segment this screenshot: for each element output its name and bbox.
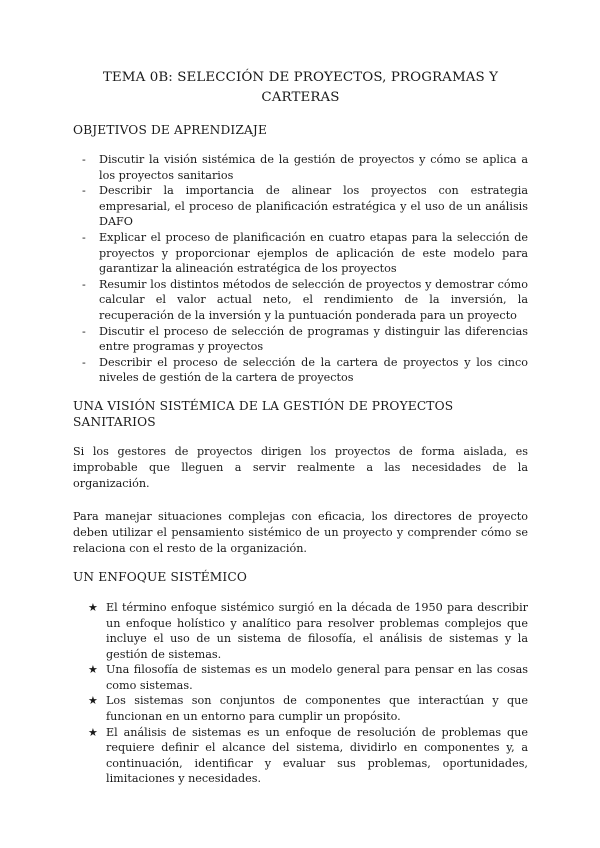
objectives-heading: OBJETIVOS DE APRENDIZAJE [73, 123, 267, 137]
systemic-approach-heading: UN ENFOQUE SISTÉMICO [73, 569, 247, 584]
list-item-text: Explicar el proceso de planificación en cuatro etapas para la selección de proyectos y proporcionar ejemplos de aplicación de este modelo para garantizar la alineación estratégica de los proyectos [99, 230, 528, 276]
dash-bullet: - [82, 184, 86, 198]
dash-bullet: - [82, 230, 86, 244]
list-item-text: El análisis de sistemas es un enfoque de resolución de problemas que requiere definir el alcance del sistema, dividirlo en componentes y, a continuación, identificar y evaluar sus problemas, oportunidades, limitaciones y necesidades. [106, 725, 528, 786]
paragraph: Si los gestores de proyectos dirigen los proyectos de forma aislada, es improbable que lleguen a servir realmente a las necesidades de la organización. [73, 444, 528, 490]
list-item-text: Resumir los distintos métodos de selección de proyectos y demostrar cómo calcular el valor actual neto, el rendimiento de la inversión, la recuperación de la inversión y la puntuación ponderada para un proyecto [99, 277, 528, 322]
list-item [73, 693, 528, 724]
list-item [66, 230, 528, 277]
dash-bullet: - [82, 355, 86, 369]
list-item [66, 152, 528, 183]
list-item [73, 600, 528, 662]
list-item-text: Una filosofía de sistemas es un modelo general para pensar en las cosas como sistemas. [106, 663, 528, 692]
list-item-text: Describir el proceso de selección de la cartera de proyectos y los cinco niveles de gestión de la cartera de proyectos [99, 355, 528, 385]
dash-bullet: - [82, 324, 86, 338]
list-item-text: Los sistemas son conjuntos de componentes que interactúan y que funcionan en un entorno para cumplir un propósito. [106, 694, 528, 724]
objectives-list [66, 152, 528, 386]
list-item [66, 277, 528, 324]
star-bullet-icon: ★ [88, 725, 98, 739]
paragraph: Para manejar situaciones complejas con eficacia, los directores de proyecto deben utilizar el pensamiento sistémico de un proyecto y comprender cómo se relaciona con el resto de la organización. [73, 509, 528, 555]
list-item [73, 662, 528, 693]
list-item-text: Discutir la visión sistémica de la gestión de proyectos y cómo se aplica a los proyectos sanitarios [99, 153, 528, 182]
list-item-text: Describir la importancia de alinear los proyectos con estrategia empresarial, el proceso de planificación estratégica y el uso de un análisis DAFO [99, 184, 528, 229]
list-item [66, 324, 528, 355]
dash-bullet: - [82, 153, 86, 166]
page-title: TEMA 0B: SELECCIÓN DE PROYECTOS, PROGRAMAS Y CARTERAS [102, 70, 499, 105]
list-item-text: Discutir el proceso de selección de programas y distinguir las diferencias entre programas y proyectos [99, 324, 528, 354]
star-bullet-icon: ★ [88, 663, 98, 677]
star-bullet-icon: ★ [88, 600, 98, 614]
systemic-approach-list [73, 600, 528, 787]
star-bullet-icon: ★ [88, 694, 98, 708]
systemic-view-heading: UNA VISIÓN SISTÉMICA DE LA GESTIÓN DE PROYECTOS SANITARIOS [73, 398, 454, 429]
list-item [66, 183, 528, 230]
list-item [73, 725, 528, 787]
list-item [66, 355, 528, 386]
list-item-text: El término enfoque sistémico surgió en la década de 1950 para describir un enfoque holístico y analítico para resolver problemas complejos que incluye el uso de un sistema de filosofía, el análisis de sistemas y la gestión de sistemas. [106, 600, 528, 661]
dash-bullet: - [82, 277, 86, 291]
